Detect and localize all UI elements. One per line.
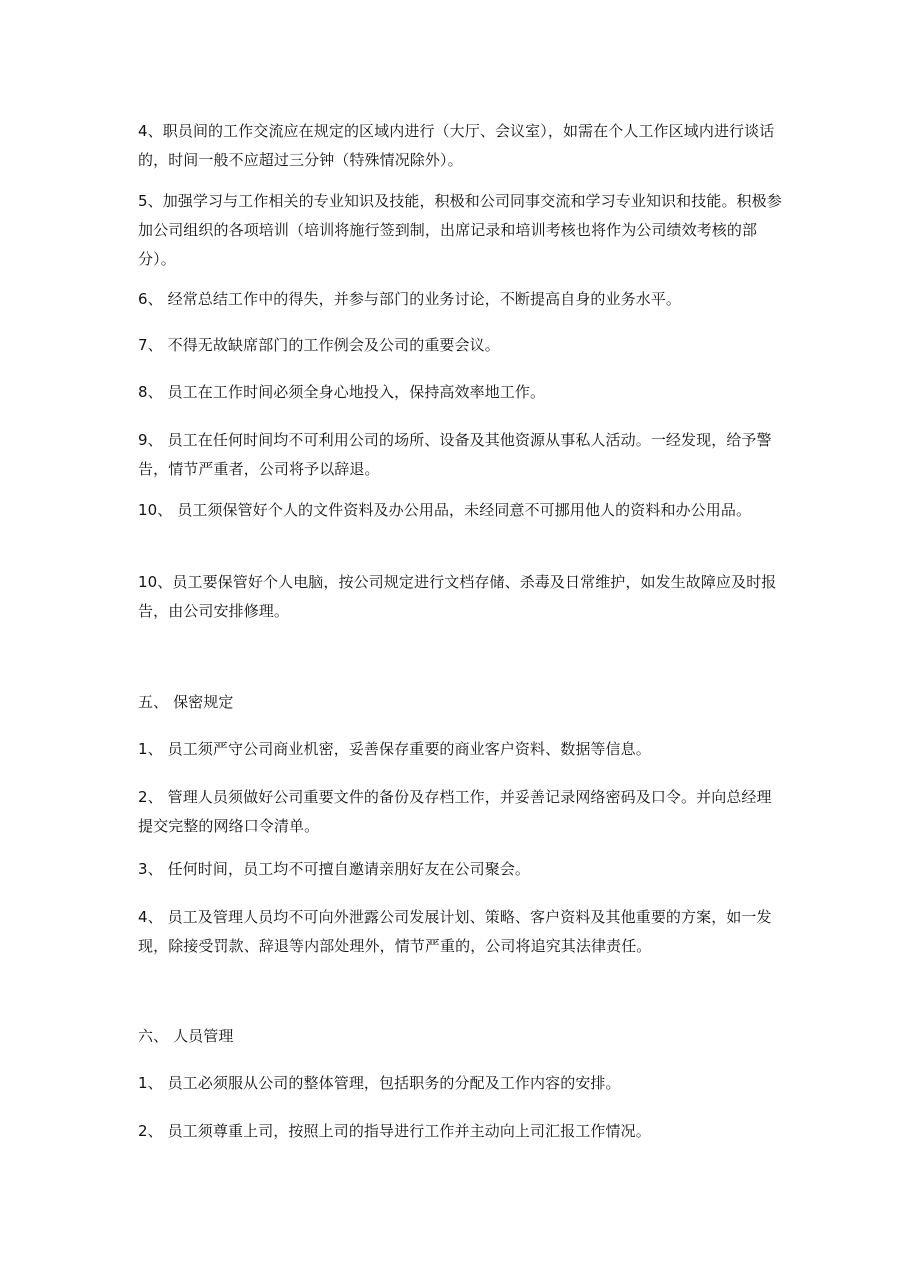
confidentiality-item-3: 3、 任何时间，员工均不可擅自邀请亲朋好友在公司聚会。 bbox=[138, 860, 531, 878]
rule-item-7: 7、 不得无故缺席部门的工作例会及公司的重要会议。 bbox=[138, 336, 500, 354]
section-title-personnel: 六、 人员管理 bbox=[138, 1027, 234, 1045]
personnel-item-1: 1、 员工必须服从公司的整体管理，包括职务的分配及工作内容的安排。 bbox=[138, 1074, 621, 1092]
rule-item-9: 9、 员工在任何时间均不可利用公司的场所、设备及其他资源从事私人活动。一经发现，给予警告，情节严重者，公司将予以辞退。 bbox=[138, 431, 772, 478]
rule-item-10a: 10、 员工须保管好个人的文件资料及办公用品，未经同意不可挪用他人的资料和办公用品。 bbox=[138, 501, 752, 519]
rule-item-4: 4、职员间的工作交流应在规定的区域内进行（大厅、会议室），如需在个人工作区域内进行谈话的，时间一般不应超过三分钟（特殊情况除外）。 bbox=[138, 122, 775, 169]
rule-item-10b: 10、员工要保管好个人电脑，按公司规定进行文档存储、杀毒及日常维护，如发生故障应及时报告，由公司安排修理。 bbox=[138, 573, 777, 620]
rule-item-6: 6、 经常总结工作中的得失，并参与部门的业务讨论，不断提高自身的业务水平。 bbox=[138, 290, 682, 308]
section-title-confidentiality: 五、 保密规定 bbox=[138, 693, 234, 711]
confidentiality-item-1: 1、 员工须严守公司商业机密，妥善保存重要的商业客户资料、数据等信息。 bbox=[138, 740, 651, 758]
confidentiality-item-4: 4、 员工及管理人员均不可向外泄露公司发展计划、策略、客户资料及其他重要的方案，如一发现，除接受罚款、辞退等内部处理外，情节严重的，公司将追究其法律责任。 bbox=[138, 908, 772, 955]
personnel-item-2: 2、 员工须尊重上司，按照上司的指导进行工作并主动向上司汇报工作情况。 bbox=[138, 1122, 651, 1140]
confidentiality-item-2: 2、 管理人员须做好公司重要文件的备份及存档工作，并妥善记录网络密码及口令。并向总经理提交完整的网络口令清单。 bbox=[138, 788, 772, 835]
rule-item-8: 8、 员工在工作时间必须全身心地投入，保持高效率地工作。 bbox=[138, 383, 546, 401]
rule-item-5: 5、加强学习与工作相关的专业知识及技能，积极和公司同事交流和学习专业知识和技能。积极参加公司组织的各项培训（培训将施行签到制，出席记录和培训考核也将作为公司绩效考核的部分）。 bbox=[138, 192, 782, 268]
